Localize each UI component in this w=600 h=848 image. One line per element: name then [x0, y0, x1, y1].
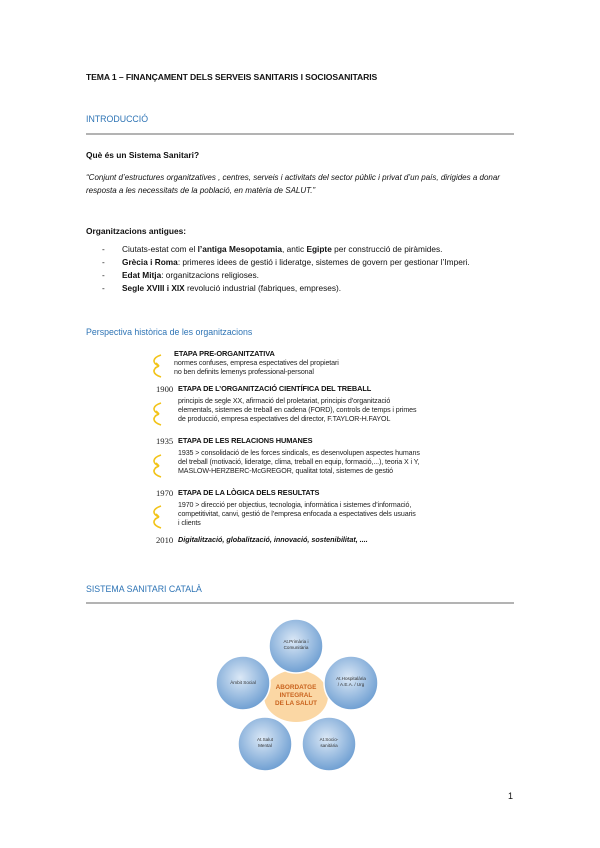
node-label: At.Hospitalària / A.E.A. / Urg	[336, 676, 366, 687]
node-label: At.Salut Mental	[256, 737, 274, 748]
historical-timeline	[86, 344, 506, 550]
organitzacions-list	[86, 243, 526, 295]
sistema-heading: SISTEMA SANITARI CATALÀ	[86, 584, 202, 594]
stage-year: 1935	[156, 436, 174, 446]
node-label: At.Socio- sanitària	[319, 737, 339, 748]
organitzacions-heading: Organitzacions antigues:	[86, 226, 187, 236]
timeline-arrow-icon	[150, 454, 164, 478]
sistema-diagram	[212, 618, 382, 774]
list-item: - Grècia i Roma: primeres idees de gestió i lideratge, sistemes de govern per gestionar l’Imperi.	[102, 257, 470, 267]
stage-line: 1970 > direcció per objectius, tecnologia, informàtica i sistemes d’informació,	[178, 501, 412, 509]
stage-title: ETAPA DE L’ORGANITZACIÓ CIENTÍFICA DEL TREBALL	[178, 384, 372, 393]
stage-line: elementals, sistemes de treball en cadena (FORD), controls de temps i primes	[178, 406, 417, 414]
stage-line: normes confuses, empresa espectatives del propietari	[174, 359, 339, 367]
stage-title: ETAPA DE LA LÒGICA DELS RESULTATS	[178, 488, 320, 497]
stage-title: ETAPA PRE-ORGANITZATIVA	[174, 349, 275, 358]
stage-year: 2010	[156, 535, 174, 545]
stage-line: competitivitat, canvi, gestió de l’empresa enfocada a espectatives dels usuaris	[178, 510, 416, 518]
intro-heading: INTRODUCCIÓ	[86, 114, 149, 124]
stage-line: de producció, empresa espectatives del director, F.TAYLOR-H.FAYOL	[178, 415, 391, 423]
stage-line: principis de segle XX, afirmació del proletariat, principis d’organització	[178, 397, 391, 405]
node-label: At.Primària i Comunitària	[283, 639, 309, 650]
list-item: - Ciutats-estat com el l’antiga Mesopotamia, antic Egipte per construcció de piràmides.	[102, 244, 443, 254]
stage-title: ETAPA DE LES RELACIONS HUMANES	[178, 436, 313, 445]
document-title: TEMA 1 – FINANÇAMENT DELS SERVEIS SANITARIS I SOCIOSANITARIS	[86, 72, 378, 82]
center-label: ABORDATGE INTEGRAL DE LA SALUT	[274, 684, 317, 707]
timeline-arrow-icon	[150, 505, 164, 529]
definition-quote: “Conjunt d’estructures organitzatives , centres, serveis i activitats del sector públic i privat d’un país, dirigides a donar resposta a les necessitats de la població, en matèria de SALUT.”	[86, 173, 500, 195]
question-text: Què és un Sistema Sanitari?	[86, 150, 200, 160]
section-divider	[86, 133, 514, 135]
section-divider	[86, 602, 514, 604]
stage-year: 1970	[156, 488, 174, 498]
node-label: Àmbit Social	[230, 680, 256, 685]
perspectiva-heading: Perspectiva històrica de les organitzacions	[86, 327, 253, 337]
stage-year: 1900	[156, 384, 174, 394]
final-stage-text: Digitalització, globalització, innovació, sostenibilitat, ....	[178, 535, 368, 544]
stage-line: no ben definits lemenys professional-personal	[174, 368, 314, 376]
page-number: 1	[508, 791, 514, 801]
stage-line: del treball (motivació, lideratge, clima, treball en equip, formació,...), teoria X i Y,	[178, 458, 420, 466]
list-item: - Segle XVIII i XIX revolució industrial (fabriques, empreses).	[102, 283, 342, 293]
timeline-arrow-icon	[150, 402, 164, 426]
stage-line: 1935 > consolidació de les forces sindicals, es desenvolupen aspectes humans	[178, 449, 420, 457]
stage-line: i clients	[178, 519, 201, 527]
list-item: - Edat Mitja: organitzacions religioses.	[102, 270, 259, 280]
timeline-arrow-icon	[150, 354, 164, 378]
stage-line: MASLOW-HERZBERC-McGREGOR, qualitat total, sistemes de gestió	[178, 467, 394, 475]
